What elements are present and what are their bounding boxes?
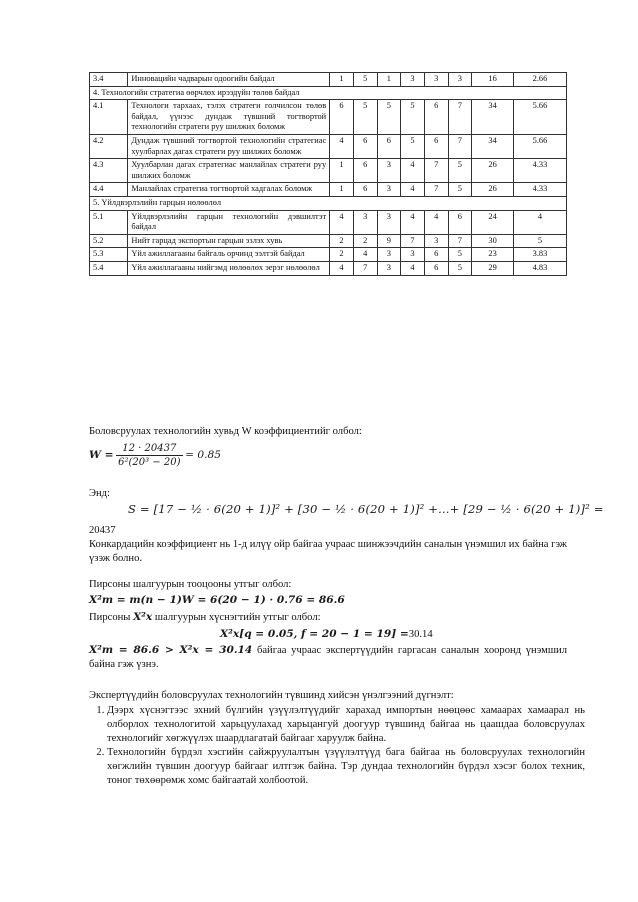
row-average: 2.66	[513, 73, 566, 87]
expert-score: 1	[377, 73, 401, 87]
expert-score: 3	[424, 234, 448, 248]
w-lhs: W =	[89, 448, 114, 461]
pearson-intro: Пирсоны шалгуурын тооцооны утгыг олбол:	[89, 579, 292, 590]
expert-score: 3	[424, 73, 448, 87]
row-average: 4.83	[513, 261, 566, 275]
expert-score: 4	[330, 210, 354, 234]
expert-score: 5	[448, 261, 472, 275]
expert-score: 5	[377, 100, 401, 135]
expert-score: 6	[377, 134, 401, 158]
expert-score: 5	[448, 159, 472, 183]
table-row	[90, 234, 567, 248]
row-description: Технологи тархаах, тэлэх стратеги голчилсон төлөв байдал, үүнээс дундаж түвшний тогтвортой технологийн стратеги руу шилжих боломж	[128, 100, 330, 135]
w-denominator: 6²(20³ − 20)	[118, 457, 181, 468]
row-number: 3.4	[90, 73, 128, 87]
expert-score: 6	[424, 261, 448, 275]
w-formula	[89, 442, 221, 469]
expert-score: 3	[353, 210, 377, 234]
table-row	[90, 261, 567, 275]
summary-item-1: 1. Дээрх хүснэгтээс эхний бүлгийн үзүүлэлтүүдийг харахад импортын нөөцөөс хамаарах хамаарал нь олборлох технологитой харьцуулахад харьцангуй доогуур түвшинд байгаа нь цаашдаа боловсруулах технологийг хөгжүүлэх шаардлагатай байгааг харуулж байна.	[107, 704, 585, 746]
expert-score: 6	[330, 100, 354, 135]
expert-score: 5	[448, 183, 472, 197]
row-description: Хуулбарлан дагах стратегиас манлайлах стратеги руу шилжих боломж	[128, 159, 330, 183]
row-description: Үйл ажиллагааны нийгэмд нөлөөлөх эерэг нөлөөлөл	[128, 261, 330, 275]
pearson-crit-text: шалгуурын хүснэгтийн утгыг олбол:	[154, 612, 321, 623]
expert-score: 3	[377, 210, 401, 234]
expert-score: 6	[448, 210, 472, 234]
expert-score: 6	[424, 248, 448, 262]
expert-score: 6	[353, 134, 377, 158]
table-section-row	[90, 196, 567, 210]
table-row	[90, 248, 567, 262]
expert-score: 2	[353, 234, 377, 248]
row-description: Дундаж түвшний тогтвортой технологийн стратегиас хуулбарлах дагах стратеги руу шилжих боломж	[128, 134, 330, 158]
row-average: 4.33	[513, 159, 566, 183]
konkordance-paragraph: Конкардацийн коэффициент нь 1-д илүү ойр байгаа учраас шинжээчдийн саналын үнэмшил их байна гэж үзэж болно.	[89, 539, 567, 564]
section-label: 5. Үйлдвэрлэлийн гарцын нөлөөлөл	[90, 196, 567, 210]
expert-score: 3	[377, 261, 401, 275]
expert-score: 7	[401, 234, 425, 248]
row-number: 4.1	[90, 100, 128, 135]
row-total: 29	[472, 261, 514, 275]
row-average: 5	[513, 234, 566, 248]
row-number: 5.1	[90, 210, 128, 234]
s-value: 20437	[89, 525, 116, 536]
expert-score: 5	[353, 100, 377, 135]
row-description: Инновацийн чадварын одоогийн байдал	[128, 73, 330, 87]
row-number: 5.2	[90, 234, 128, 248]
w-numerator: 12 · 20437	[116, 442, 182, 456]
expert-score: 2	[330, 234, 354, 248]
row-total: 30	[472, 234, 514, 248]
w-rhs: = 0.85	[185, 448, 221, 461]
expert-score: 5	[353, 73, 377, 87]
row-average: 3.83	[513, 248, 566, 262]
expert-score: 4	[353, 248, 377, 262]
end-label: Энд:	[89, 488, 110, 499]
row-number: 4.4	[90, 183, 128, 197]
expert-score: 3	[401, 248, 425, 262]
table-row	[90, 100, 567, 135]
expert-score: 6	[353, 183, 377, 197]
w-fraction	[116, 442, 182, 469]
expert-score: 7	[448, 100, 472, 135]
expert-score: 4	[401, 210, 425, 234]
expert-score: 7	[353, 261, 377, 275]
comparison-paragraph	[89, 643, 567, 672]
row-average: 4	[513, 210, 566, 234]
expert-score: 3	[377, 248, 401, 262]
pearson-critical-line	[89, 611, 321, 624]
critical-value: 30.14	[408, 629, 433, 640]
row-total: 16	[472, 73, 514, 87]
row-description: Нийт гарцад экспортын гарцын эзлэх хувь	[128, 234, 330, 248]
critical-formula: X²х[q = 0.05, f = 20 − 1 = 19] =	[220, 628, 409, 640]
summary-item-2: 2. Технологийн бүрдэл хэсгийн сайжруулалтын үзүүлэлтүүд бага байгаа нь боловсруулах технологийн хөгжлийн түвшин доогуур байгааг илтгэж байна. Тэр дундаа технологийн бүрдэл хэсэг болох техник, тоног төхөөрөмж хомс байгаатай холбоотой.	[107, 746, 585, 788]
expert-score: 5	[401, 134, 425, 158]
row-total: 23	[472, 248, 514, 262]
w-intro: Боловсруулах технологийн хувьд W коэффициентийг олбол:	[89, 426, 362, 437]
expert-score: 4	[330, 134, 354, 158]
expert-score: 4	[401, 261, 425, 275]
expert-score: 9	[377, 234, 401, 248]
row-number: 5.3	[90, 248, 128, 262]
row-total: 34	[472, 134, 514, 158]
expert-score: 1	[330, 73, 354, 87]
table-row	[90, 134, 567, 158]
table-row	[90, 159, 567, 183]
row-description: Үйлдвэрлэлийн гарцын технологийн дэвшилтэт байдал	[128, 210, 330, 234]
row-total: 34	[472, 100, 514, 135]
row-average: 5.66	[513, 134, 566, 158]
expert-score: 3	[448, 73, 472, 87]
row-total: 26	[472, 159, 514, 183]
table-row	[90, 73, 567, 87]
table-row	[90, 210, 567, 234]
expert-score: 5	[448, 248, 472, 262]
expert-score: 4	[401, 183, 425, 197]
evaluation-table	[89, 72, 567, 276]
expert-score: 6	[353, 159, 377, 183]
expert-score: 1	[330, 183, 354, 197]
comparison-formula: X²т = 86.6 > X²х = 30.14	[89, 644, 253, 656]
pearson-formula: X²т = m(n − 1)W = 6(20 − 1) · 0.76 = 86.6	[89, 594, 345, 606]
expert-score: 3	[401, 73, 425, 87]
expert-score: 5	[401, 100, 425, 135]
row-total: 26	[472, 183, 514, 197]
expert-score: 3	[377, 183, 401, 197]
row-average: 5.66	[513, 100, 566, 135]
expert-score: 2	[330, 248, 354, 262]
expert-score: 3	[377, 159, 401, 183]
comparison-text: байгаа учраас экспертүүдийн гаргасан саналын хооронд үнэмшил байна гэж үзнэ.	[89, 645, 567, 670]
section-label: 4. Технологийн стратегиа өөрчлөх ирээдүйн төлөв байдал	[90, 86, 567, 100]
expert-score: 4	[401, 159, 425, 183]
row-total: 24	[472, 210, 514, 234]
critical-formula-line	[220, 628, 433, 641]
row-average: 4.33	[513, 183, 566, 197]
summary-intro: Экспертүүдийн боловсруулах технологийн түвшинд хийсэн үнэлгээний дүгнэлт:	[89, 690, 454, 701]
row-number: 5.4	[90, 261, 128, 275]
chi-sq-table-symbol: X²х	[133, 611, 153, 623]
row-number: 4.2	[90, 134, 128, 158]
table-row	[90, 183, 567, 197]
row-description: Манлайлах стратегиа тогтвортой хадгалах боломж	[128, 183, 330, 197]
row-description: Үйл ажиллагааны байгаль орчинд ээлтэй байдал	[128, 248, 330, 262]
expert-score: 6	[424, 100, 448, 135]
expert-score: 7	[448, 134, 472, 158]
expert-score: 6	[424, 134, 448, 158]
expert-score: 4	[424, 210, 448, 234]
row-number: 4.3	[90, 159, 128, 183]
expert-score: 7	[424, 159, 448, 183]
pearson-crit-label: Пирсоны	[89, 612, 131, 623]
s-formula: S = [17 − ½ · 6(20 + 1)]² + [30 − ½ · 6(20 + 1)]² +...+ [29 − ½ · 6(20 + 1)]² =	[128, 502, 604, 516]
expert-score: 7	[448, 234, 472, 248]
summary-list	[89, 704, 585, 788]
expert-score: 1	[330, 159, 354, 183]
expert-score: 7	[424, 183, 448, 197]
expert-score: 4	[330, 261, 354, 275]
table-section-row	[90, 86, 567, 100]
